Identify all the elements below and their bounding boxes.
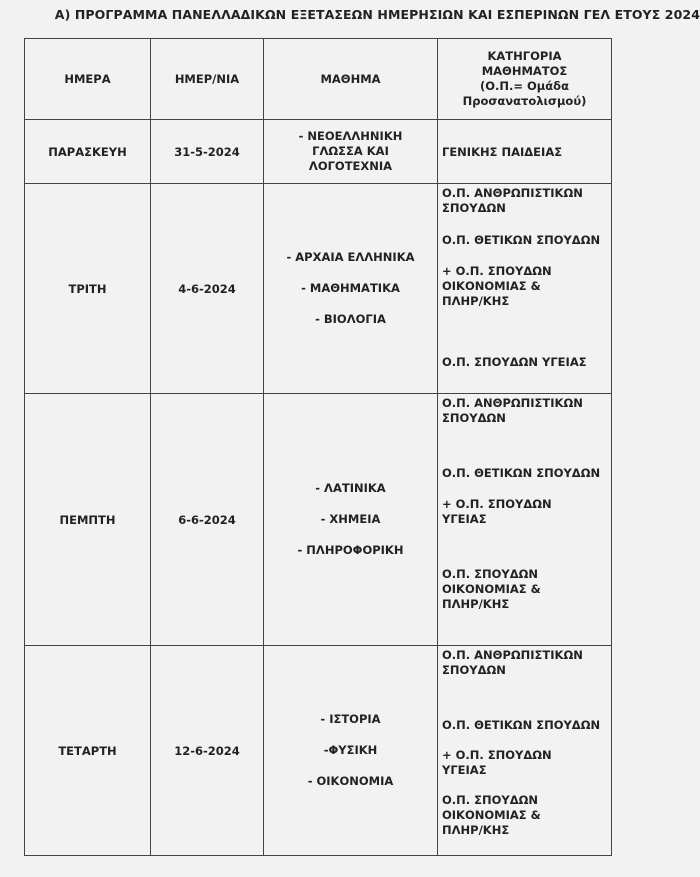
- subject-line: - ΜΑΘΗΜΑΤΙΚΑ: [301, 281, 400, 295]
- category-cell: [438, 394, 612, 646]
- category-cell: ΓΕΝΙΚΗΣ ΠΑΙΔΕΙΑΣ: [438, 120, 612, 184]
- category-line: Ο.Π. ΣΠΟΥΔΩΝ: [442, 793, 539, 807]
- category-line: Ο.Π. ΣΠΟΥΔΩΝ: [442, 567, 539, 581]
- category-group: [442, 186, 607, 216]
- category-line: ΣΠΟΥΔΩΝ: [442, 411, 506, 425]
- header-category-line: ΜΑΘΗΜΑΤΟΣ: [481, 64, 568, 78]
- date-cell: 31-5-2024: [151, 120, 264, 184]
- subject-line: - ΠΛΗΡΟΦΟΡΙΚΗ: [297, 543, 404, 557]
- category-line: ΠΛΗΡ/ΚΗΣ: [442, 294, 510, 308]
- category-group: [442, 396, 607, 426]
- category-line: ΟΙΚΟΝΟΜΙΑΣ &: [442, 808, 541, 822]
- date-cell: 6-6-2024: [151, 394, 264, 646]
- header-day: ΗΜΕΡΑ: [25, 39, 151, 120]
- header-category: [438, 39, 612, 120]
- category-line: + Ο.Π. ΣΠΟΥΔΩΝ: [442, 748, 552, 762]
- category-line: Ο.Π. ΑΝΘΡΩΠΙΣΤΙΚΩΝ: [442, 648, 583, 662]
- category-line: ΣΠΟΥΔΩΝ: [442, 201, 506, 215]
- category-line: ΣΠΟΥΔΩΝ: [442, 663, 506, 677]
- category-cell: [438, 184, 612, 394]
- category-line: ΟΙΚΟΝΟΜΙΑΣ &: [442, 279, 541, 293]
- subject-line: ΛΟΓΟΤΕΧΝΙΑ: [308, 159, 393, 173]
- category-group: [442, 793, 607, 838]
- category-line: + Ο.Π. ΣΠΟΥΔΩΝ: [442, 497, 552, 511]
- subject-cell: [264, 184, 438, 394]
- category-line: Ο.Π. ΘΕΤΙΚΩΝ ΣΠΟΥΔΩΝ: [442, 233, 601, 247]
- subject-line: - ΧΗΜΕΙΑ: [320, 512, 381, 526]
- category-line: + Ο.Π. ΣΠΟΥΔΩΝ: [442, 264, 552, 278]
- subject-line: - ΟΙΚΟΝΟΜΙΑ: [307, 774, 394, 788]
- subject-cell: [264, 646, 438, 856]
- page-title: Α) ΠΡΟΓΡΑΜΜΑ ΠΑΝΕΛΛΑΔΙΚΩΝ ΕΞΕΤΑΣΕΩΝ ΗΜΕΡΗΣΙΩΝ ΚΑΙ ΕΣΠΕΡΙΝΩΝ ΓΕΛ ΕΤΟΥΣ 2024: [54, 7, 700, 22]
- header-category-line: Προσανατολισμού): [462, 94, 587, 108]
- category-group: [442, 748, 607, 778]
- subject-line: -ΦΥΣΙΚΗ: [323, 743, 378, 757]
- day-cell: ΠΑΡΑΣΚΕΥΗ: [25, 120, 151, 184]
- category-cell: [438, 646, 612, 856]
- category-group: [442, 355, 607, 370]
- category-line: ΥΓΕΙΑΣ: [442, 763, 487, 777]
- category-line: Ο.Π. ΘΕΤΙΚΩΝ ΣΠΟΥΔΩΝ: [442, 466, 601, 480]
- category-line: ΠΛΗΡ/ΚΗΣ: [442, 823, 510, 837]
- category-line: Ο.Π. ΘΕΤΙΚΩΝ ΣΠΟΥΔΩΝ: [442, 718, 601, 732]
- category-group: [442, 264, 607, 309]
- date-cell: 12-6-2024: [151, 646, 264, 856]
- category-line: Ο.Π. ΑΝΘΡΩΠΙΣΤΙΚΩΝ: [442, 396, 583, 410]
- header-category-line: ΚΑΤΗΓΟΡΙΑ: [487, 49, 562, 63]
- day-cell: ΤΡΙΤΗ: [25, 184, 151, 394]
- header-subject: ΜΑΘΗΜΑ: [264, 39, 438, 120]
- category-group: [442, 648, 607, 678]
- category-line: Ο.Π. ΣΠΟΥΔΩΝ ΥΓΕΙΑΣ: [442, 355, 587, 369]
- exam-schedule-table: [24, 38, 612, 856]
- subject-cell: [264, 120, 438, 184]
- date-cell: 4-6-2024: [151, 184, 264, 394]
- category-group: [442, 718, 607, 733]
- table-row: [25, 184, 612, 394]
- header-row: [25, 39, 612, 120]
- subject-cell: [264, 394, 438, 646]
- day-cell: ΠΕΜΠΤΗ: [25, 394, 151, 646]
- header-category-line: (Ο.Π.= Ομάδα: [480, 79, 569, 93]
- subject-line: - ΝΕΟΕΛΛΗΝΙΚΗ: [298, 129, 403, 143]
- subject-line: - ΙΣΤΟΡΙΑ: [320, 712, 381, 726]
- subject-line: - ΒΙΟΛΟΓΙΑ: [315, 312, 386, 326]
- table-row: [25, 394, 612, 646]
- table-row: [25, 646, 612, 856]
- day-cell: ΤΕΤΑΡΤΗ: [25, 646, 151, 856]
- category-line: ΠΛΗΡ/ΚΗΣ: [442, 597, 510, 611]
- category-group: [442, 497, 607, 527]
- category-group: [442, 466, 607, 481]
- subject-line: ΓΛΩΣΣΑ ΚΑΙ: [312, 144, 389, 158]
- subject-line: - ΛΑΤΙΝΙΚΑ: [315, 481, 386, 495]
- category-group: [442, 567, 607, 612]
- table-row: [25, 120, 612, 184]
- category-group: [442, 233, 607, 248]
- header-date: ΗΜΕΡ/ΝΙΑ: [151, 39, 264, 120]
- category-line: ΟΙΚΟΝΟΜΙΑΣ &: [442, 582, 541, 596]
- subject-line: - ΑΡΧΑΙΑ ΕΛΛΗΝΙΚΑ: [286, 250, 415, 264]
- category-line: Ο.Π. ΑΝΘΡΩΠΙΣΤΙΚΩΝ: [442, 186, 583, 200]
- category-line: ΥΓΕΙΑΣ: [442, 512, 487, 526]
